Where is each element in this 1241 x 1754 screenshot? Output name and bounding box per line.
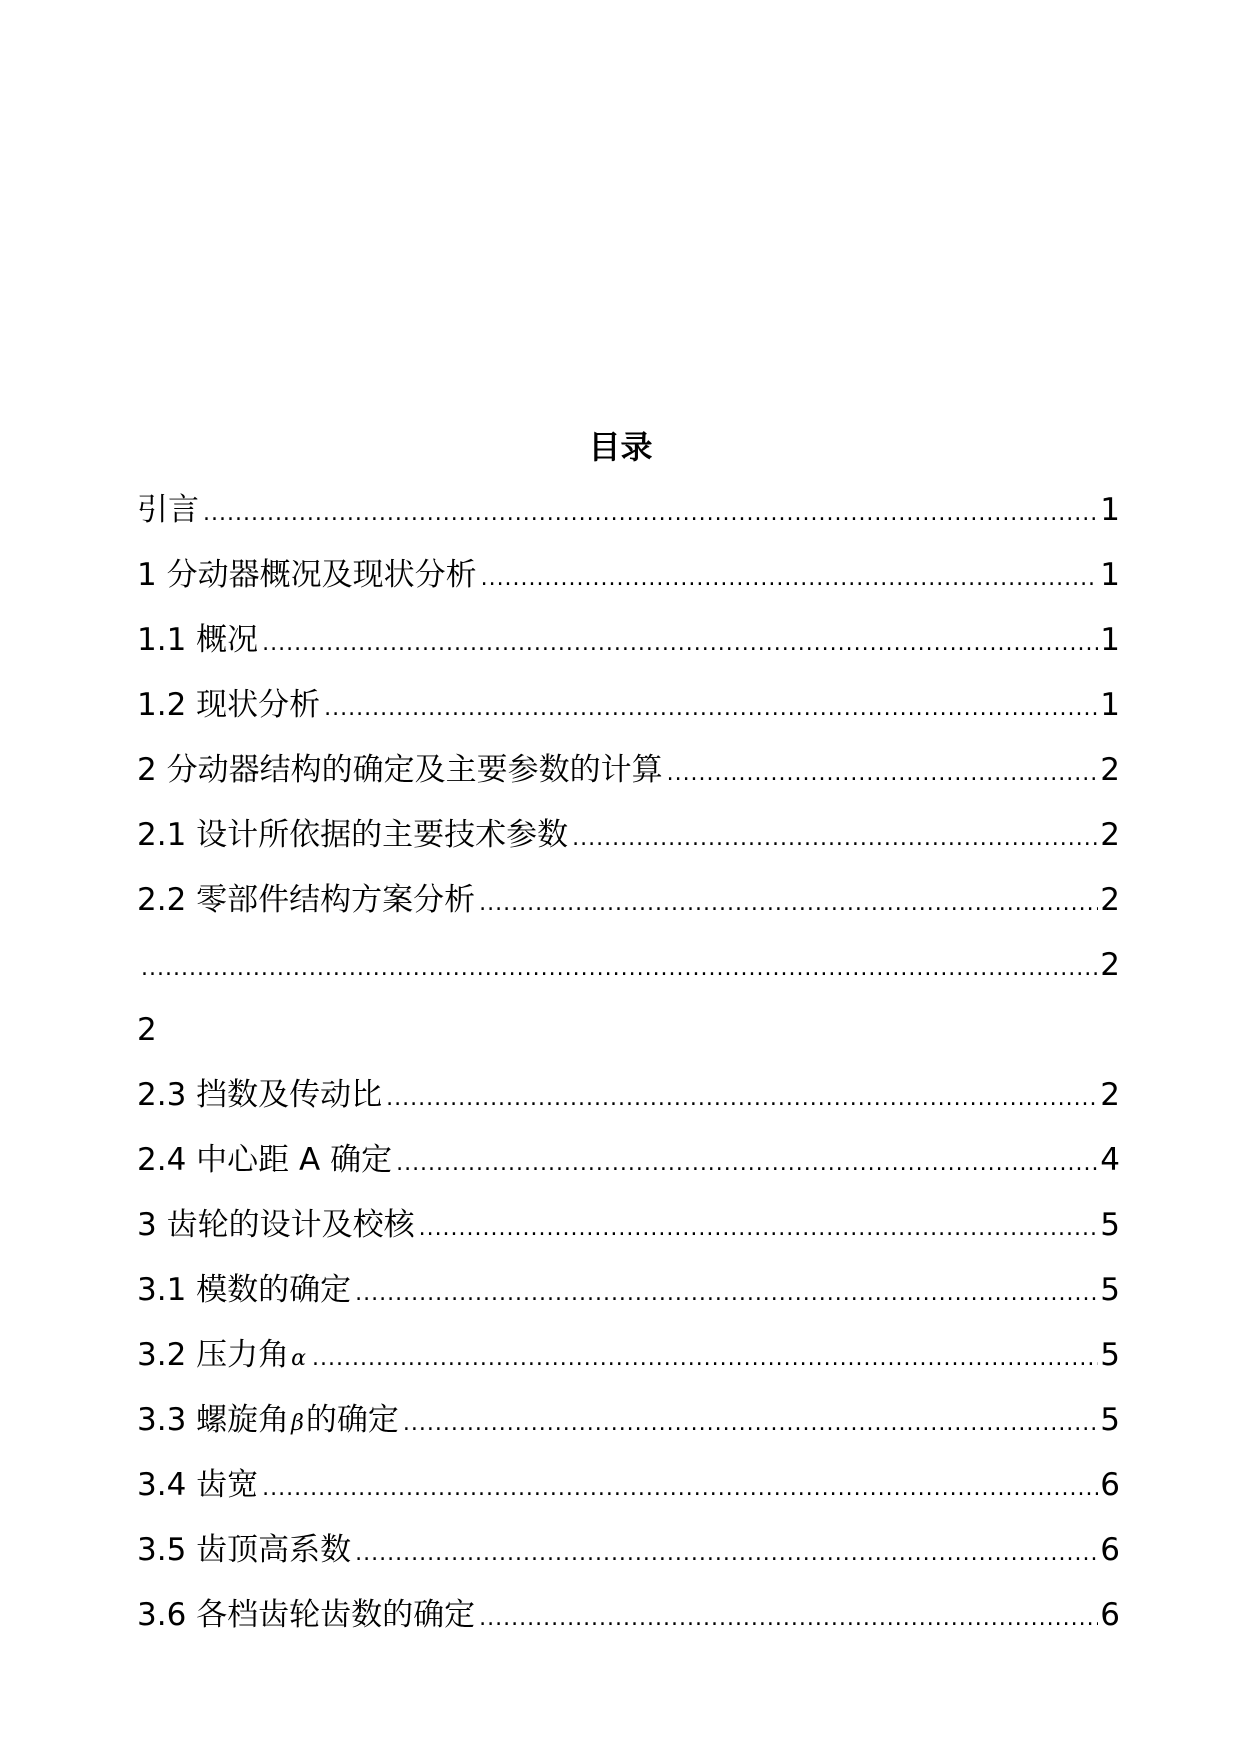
- toc-entry-label: 1 分动器概况及现状分析: [137, 557, 477, 593]
- toc-entry-label: 2.2 零部件结构方案分析: [137, 882, 476, 918]
- toc-entry-section-3-4[interactable]: [137, 1453, 1120, 1518]
- dot-leader: [141, 936, 1098, 1001]
- toc-entry-label: 引言: [137, 492, 199, 528]
- toc-entry-page-number: 4: [1100, 1142, 1120, 1178]
- toc-entry-label: 2.4 中心距 A 确定: [137, 1142, 393, 1178]
- toc-entry-page-number: 6: [1100, 1532, 1120, 1568]
- toc-entry-label: 3.3 螺旋角: [137, 1402, 290, 1438]
- toc-entry-page-number: 2: [1100, 817, 1120, 853]
- toc-entry-page-number: 2: [1100, 752, 1120, 788]
- toc-entry-label-suffix: 的确定: [305, 1402, 399, 1438]
- toc-entry-label: 2 分动器结构的确定及主要参数的计算: [137, 752, 663, 788]
- toc-entry-chapter-3[interactable]: [137, 1193, 1120, 1258]
- toc-entry-unlabeled[interactable]: [137, 933, 1120, 998]
- dot-leader: [419, 1196, 1099, 1261]
- dot-leader: [667, 741, 1099, 806]
- toc-entry-label: 3.4 齿宽: [137, 1467, 259, 1503]
- toc-entry-section-2-2[interactable]: [137, 868, 1120, 933]
- toc-entry-page-number: 1: [1100, 622, 1120, 658]
- toc-entry-label: 2: [137, 1012, 157, 1048]
- dot-leader: [386, 1066, 1098, 1131]
- dot-leader: [572, 806, 1098, 871]
- toc-entry-page-number: 1: [1100, 557, 1120, 593]
- toc-entry-page-number: 5: [1100, 1207, 1120, 1243]
- toc-entry-introduction[interactable]: [137, 478, 1120, 543]
- dot-leader: [355, 1521, 1098, 1586]
- toc-entry-section-2-1[interactable]: [137, 803, 1120, 868]
- beta-symbol: β: [291, 1411, 304, 1436]
- toc-entry-label: 3 齿轮的设计及校核: [137, 1207, 415, 1243]
- toc-entry-label: 1.1 概况: [137, 622, 259, 658]
- toc-entry-page-number: 1: [1100, 687, 1120, 723]
- toc-entry-chapter-2[interactable]: [137, 738, 1120, 803]
- dot-leader: [262, 611, 1098, 676]
- dot-leader: [324, 676, 1098, 741]
- toc-entry-page-number: 6: [1100, 1467, 1120, 1503]
- toc-entry-section-3-5[interactable]: [137, 1518, 1120, 1583]
- toc-entry-section-1-2[interactable]: [137, 673, 1120, 738]
- dot-leader: [312, 1326, 1098, 1391]
- toc-entry-chapter-1[interactable]: [137, 543, 1120, 608]
- toc-entry-page-number: 1: [1100, 492, 1120, 528]
- toc-entry-page-number: 6: [1100, 1597, 1120, 1633]
- toc-entry-label-group: [137, 1323, 312, 1391]
- toc-entry-section-3-6[interactable]: [137, 1583, 1120, 1648]
- alpha-symbol: α: [291, 1346, 307, 1371]
- table-of-contents: [137, 478, 1120, 1648]
- dot-leader: [479, 1586, 1098, 1651]
- dot-leader: [203, 481, 1098, 546]
- toc-entry-label: 3.5 齿顶高系数: [137, 1532, 352, 1568]
- toc-entry-section-3-1[interactable]: [137, 1258, 1120, 1323]
- toc-entry-page-number: 2: [1100, 882, 1120, 918]
- toc-entry-section-2-4[interactable]: [137, 1128, 1120, 1193]
- toc-entry-label-group: [137, 1388, 403, 1456]
- dot-leader: [403, 1391, 1098, 1456]
- toc-entry-label: 2.1 设计所依据的主要技术参数: [137, 817, 569, 853]
- dot-leader: [481, 546, 1099, 611]
- toc-entry-page-number: 2: [1100, 1077, 1120, 1113]
- toc-entry-label: 3.2 压力角: [137, 1337, 290, 1373]
- toc-entry-section-3-2[interactable]: [137, 1323, 1120, 1388]
- toc-entry-label: 2.3 挡数及传动比: [137, 1077, 383, 1113]
- toc-stray-line: [137, 998, 1120, 1063]
- dot-leader: [355, 1261, 1098, 1326]
- toc-entry-label: 1.2 现状分析: [137, 687, 321, 723]
- dot-leader: [262, 1456, 1098, 1521]
- toc-entry-label: 3.6 各档齿轮齿数的确定: [137, 1597, 476, 1633]
- toc-entry-page-number: 5: [1100, 1402, 1120, 1438]
- dot-leader: [479, 871, 1098, 936]
- toc-entry-page-number: 5: [1100, 1272, 1120, 1308]
- page-title: 目录: [588, 428, 653, 466]
- toc-entry-label: 3.1 模数的确定: [137, 1272, 352, 1308]
- toc-entry-section-1-1[interactable]: [137, 608, 1120, 673]
- dot-leader: [396, 1131, 1098, 1196]
- toc-entry-section-2-3[interactable]: [137, 1063, 1120, 1128]
- toc-entry-page-number: 5: [1100, 1337, 1120, 1373]
- toc-entry-section-3-3[interactable]: [137, 1388, 1120, 1453]
- toc-entry-page-number: 2: [1100, 947, 1120, 983]
